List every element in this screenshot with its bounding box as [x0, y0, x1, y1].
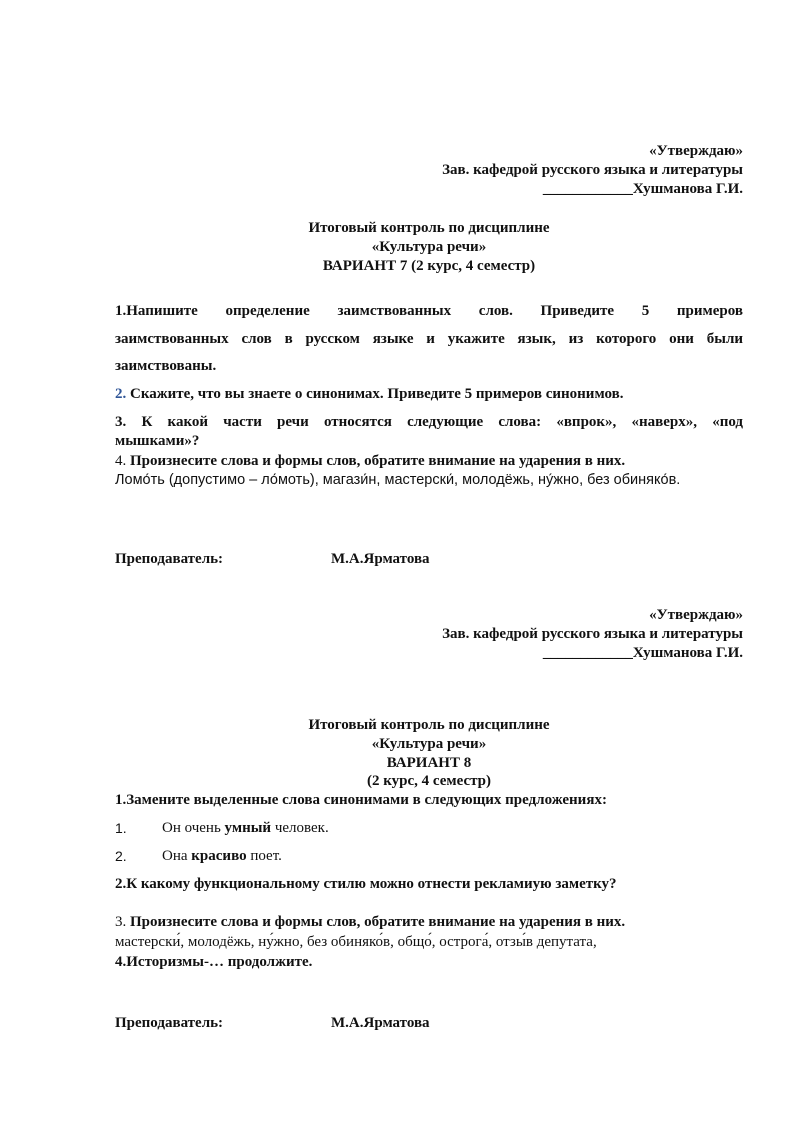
highlighted-word: красиво	[191, 848, 247, 864]
signature-line-1: ____________	[542, 181, 633, 197]
question-4-words: Ломо́ть (допустимо – ло́моть), магази́н, мастерски́, молодёжь, ну́жно, без обиняко́в.	[115, 472, 681, 488]
block2-question-2: 2.К какому функциональному стилю можно отнести рекламиую заметку?	[115, 876, 617, 892]
course-semester-2: (2 курс, 4 семестр)	[366, 773, 492, 789]
question-3-line-2: мышками»?	[115, 433, 200, 449]
approve-label-2: «Утверждаю»	[649, 607, 743, 623]
title-line-3: Итоговый контроль по дисциплине	[308, 717, 550, 733]
question-3-line-1: 3. К какой части речи относятся следующие слова: «впрок», «наверх», «под	[115, 414, 743, 430]
block2-question-4: 4.Историзмы-… продолжите.	[115, 954, 313, 970]
teacher-label-1: Преподаватель:	[115, 551, 224, 567]
block2-question-3	[115, 914, 625, 931]
title-line-2: «Культура речи»	[371, 239, 487, 255]
signature-2	[543, 645, 743, 662]
list-item	[0, 848, 800, 868]
question-2-text: Скажите, что вы знаете о синонимах. Приведите 5 примеров синонимов.	[126, 386, 624, 402]
list-item-post: поет.	[246, 848, 282, 864]
block2-question-3-text: Произнесите слова и формы слов, обратите внимание на ударения в них.	[130, 914, 626, 930]
question-4	[115, 453, 625, 470]
question-4-text: Произнесите слова и формы слов, обратите внимание на ударения в них.	[130, 453, 626, 469]
block2-question-3-words: мастерски́, молодёжь, ну́жно, без обиняко́в, общо́, острога́, отзы́в депутата,	[115, 934, 597, 950]
teacher-name-1: М.А.Ярматова	[331, 551, 430, 567]
list-item-text	[162, 848, 282, 865]
list-item	[0, 820, 800, 840]
block2-question-1: 1.Замените выделенные слова синонимами в следующих предложениях:	[115, 792, 607, 808]
variant-title-2: ВАРИАНТ 8	[386, 755, 472, 771]
list-item-pre: Он очень	[162, 820, 225, 836]
question-4-number: 4.	[115, 453, 130, 469]
list-item-number: 2.	[115, 848, 127, 864]
title-line-4: «Культура речи»	[371, 736, 487, 752]
question-1-line-2: заимствованных слов в русском языке и укажите язык, из которого они были	[115, 331, 743, 347]
question-2-number: 2.	[115, 386, 127, 402]
list-item-post: человек.	[271, 820, 329, 836]
block2-question-3-number: 3.	[115, 914, 130, 930]
question-1-line-1: 1.Напишите определение заимствованных слов. Приведите 5 примеров	[115, 303, 743, 319]
signature-1	[543, 181, 743, 198]
list-item-text	[162, 820, 329, 837]
question-2	[115, 386, 623, 403]
signature-line-2: ____________	[542, 645, 633, 661]
teacher-label-2: Преподаватель:	[115, 1015, 224, 1031]
list-item-number: 1.	[115, 820, 127, 836]
signature-name-2: Хушманова Г.И.	[632, 645, 743, 661]
head-of-department-1: Зав. кафедрой русского языка и литературы	[442, 162, 743, 178]
question-1-line-3: заимствованы.	[115, 358, 217, 374]
approve-label-1: «Утверждаю»	[649, 143, 743, 159]
list-item-pre: Она	[162, 848, 192, 864]
teacher-name-2: М.А.Ярматова	[331, 1015, 430, 1031]
title-line-1: Итоговый контроль по дисциплине	[308, 220, 550, 236]
highlighted-word: умный	[224, 820, 272, 836]
head-of-department-2: Зав. кафедрой русского языка и литературы	[442, 626, 743, 642]
variant-title-1: ВАРИАНТ 7 (2 курс, 4 семестр)	[322, 258, 536, 274]
signature-name-1: Хушманова Г.И.	[632, 181, 743, 197]
